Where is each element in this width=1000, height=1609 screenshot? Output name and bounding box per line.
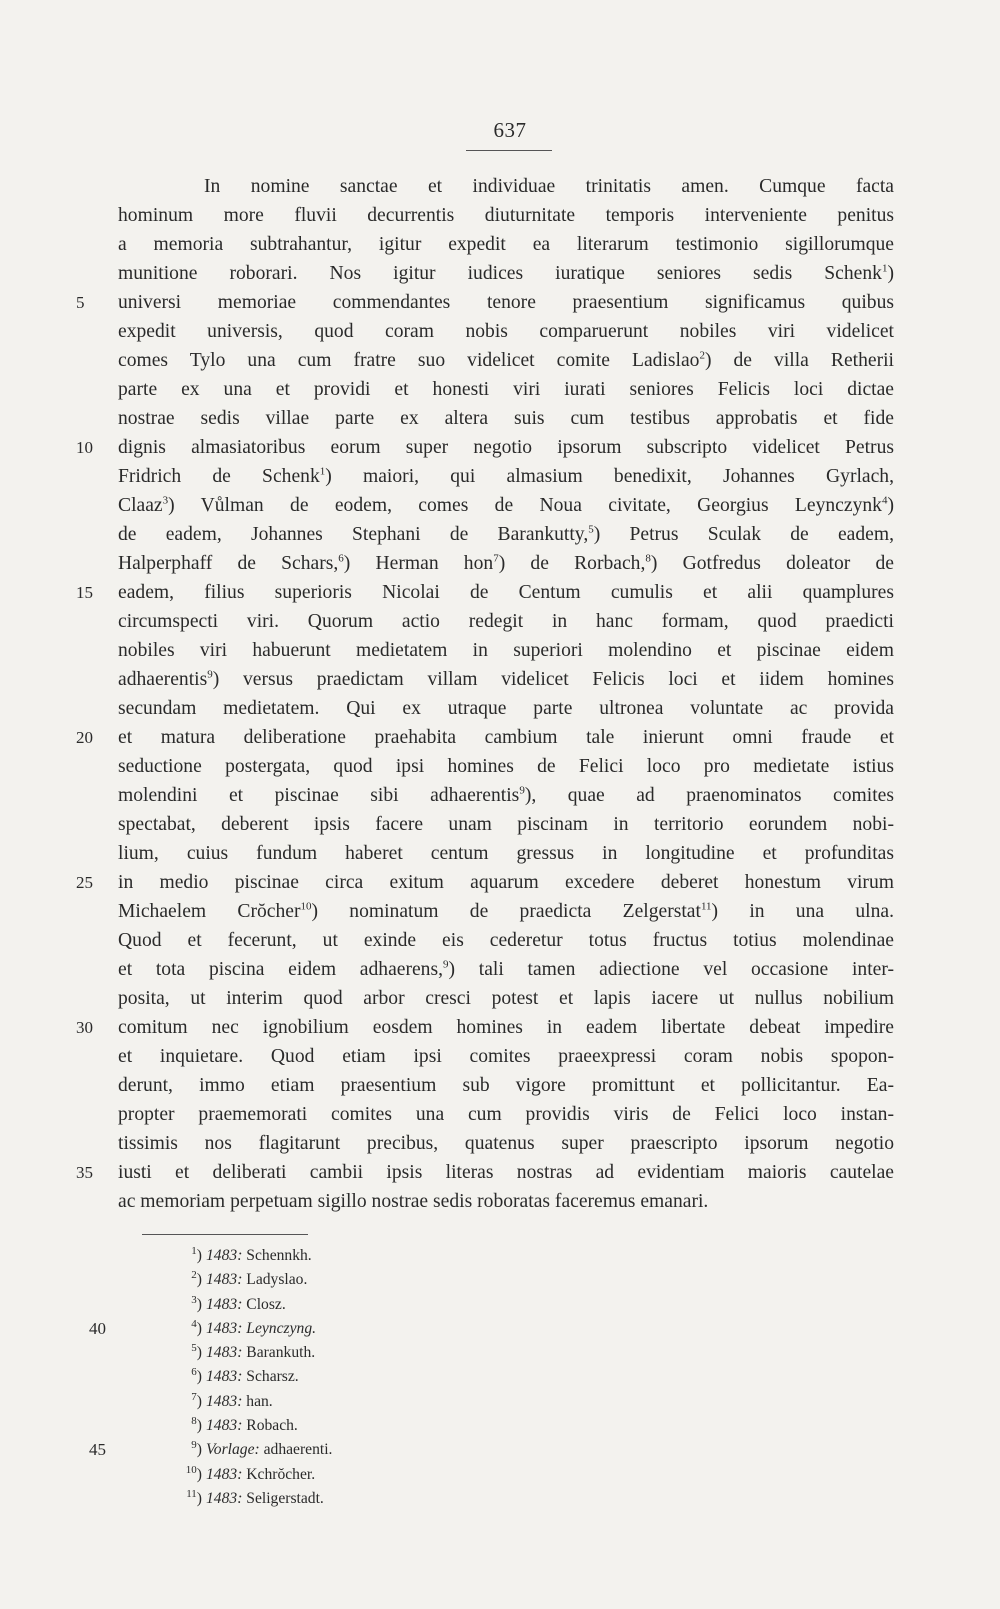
- footnote-number: $^{10}$): [185, 1463, 202, 1483]
- text-line: [76, 288, 894, 317]
- line-text: ) Petrus Sculak de eadem,: [593, 524, 894, 545]
- text-line: [118, 694, 894, 723]
- line-text: ) Herman hon: [343, 553, 494, 574]
- footnote-mark: 3: [191, 1293, 197, 1306]
- text-line: [118, 172, 894, 201]
- footnote: [89, 1438, 580, 1462]
- footnote-number: $^8$): [191, 1414, 202, 1435]
- footnote-text: Barankuth.: [246, 1344, 316, 1362]
- text-line: [76, 723, 894, 752]
- line-text: in medio piscinae circa exitum aquarum excedere deberet honestum virum: [118, 872, 894, 893]
- footnote-marker: 11: [700, 900, 712, 913]
- text-line: [76, 578, 894, 607]
- line-text: nobiles viri habuerunt medietatem in superiori molendino et piscinae eidem: [118, 640, 894, 661]
- line-text: derunt, immo etiam praesentium sub vigore promittunt et pollicitantur. Ea-: [118, 1075, 894, 1096]
- line-text: circumspecti viri. Quorum actio redegit in hanc formam, quod praedicti: [118, 611, 894, 632]
- footnote-marker: 4: [881, 494, 888, 507]
- footnote-marker: 9: [519, 784, 525, 797]
- footnote-source: 1483:: [206, 1417, 243, 1435]
- footnote-marker: 2: [699, 349, 705, 362]
- footnote-marker: 5: [588, 523, 594, 536]
- line-text: munitione roborari. Nos igitur iudices iuratique seniores sedis Schenk: [118, 263, 882, 284]
- footnote-marker: 1: [319, 465, 326, 478]
- line-text: ) nominatum de praedicta Zelgerstat: [311, 901, 701, 922]
- line-text: molendini et piscinae sibi adhaerentis: [118, 785, 520, 806]
- line-text: de eadem, Johannes Stephani de Barankutty,: [118, 524, 589, 545]
- body-text: [76, 172, 894, 1216]
- text-line: [118, 781, 894, 810]
- footnote-text: Closz.: [246, 1295, 286, 1313]
- footnote: [180, 1463, 580, 1487]
- footnote: [180, 1341, 580, 1365]
- line-number: 5: [76, 293, 85, 312]
- footnote-marker: 8: [645, 552, 651, 565]
- footnote-number: $^5$): [191, 1342, 202, 1362]
- text-line: [76, 1158, 894, 1187]
- text-line: [118, 317, 894, 346]
- line-text: ) tali tamen adiectione vel occasione inter-: [448, 959, 894, 980]
- line-number: 20: [76, 728, 93, 747]
- footnote: [180, 1390, 580, 1414]
- footnote-mark: 2: [191, 1269, 197, 1282]
- text-line: [118, 607, 894, 636]
- footnote-text: adhaerenti.: [263, 1441, 333, 1459]
- text-line: [118, 636, 894, 665]
- line-text: ): [887, 263, 894, 284]
- line-number: 25: [76, 873, 93, 892]
- text-line: [118, 1187, 894, 1216]
- line-text: Quod et fecerunt, ut exinde eis cederetur totus fructus totius molendinae: [118, 930, 894, 951]
- line-text: spectabat, deberent ipsis facere unam piscinam in territorio eorundem nobi-: [118, 814, 894, 835]
- line-text: comes Tylo una cum fratre suo videlicet comite Ladislao: [118, 350, 700, 371]
- line-text: ) de Rorbach,: [498, 553, 646, 574]
- line-text: eadem, filius superioris Nicolai de Centum cumulis et alii quamplures: [118, 582, 894, 603]
- line-text: et tota piscina eidem adhaerens,: [118, 959, 444, 980]
- footnote-mark: 6: [191, 1366, 197, 1379]
- footnote: [180, 1293, 580, 1317]
- footnote-marker: 3: [162, 494, 169, 507]
- footnote-mark: 5: [191, 1342, 197, 1354]
- line-text: comitum nec ignobilium eosdem homines in eadem libertate debeat impedire: [118, 1017, 894, 1038]
- line-text: ) Vůlman de eodem, comes de Noua civitate, Georgius Leynczynk: [168, 495, 882, 516]
- footnote-source: 1483:: [206, 1465, 243, 1483]
- footnote-marker: 9: [443, 958, 449, 971]
- footnote: [180, 1414, 580, 1438]
- footnote-source: 1483:: [206, 1247, 243, 1264]
- line-number: 30: [76, 1018, 93, 1037]
- text-line: [76, 1013, 894, 1042]
- footnote-number: $^3$): [191, 1293, 202, 1313]
- footnote-mark: 8: [191, 1414, 197, 1427]
- line-number: 15: [76, 583, 93, 602]
- text-line: [118, 810, 894, 839]
- footnote-text: Robach.: [246, 1417, 298, 1435]
- footnote-text: Seligerstadt.: [246, 1489, 324, 1507]
- line-text: Claaz: [118, 495, 163, 516]
- footnote-number: $^2$): [191, 1269, 202, 1289]
- line-text: parte ex una et providi et honesti viri iurati seniores Felicis loci dictae: [118, 379, 894, 400]
- text-line: [118, 1129, 894, 1158]
- line-text: propter praememorati comites una cum providis viris de Felici loco instan-: [118, 1104, 894, 1125]
- text-line: [118, 839, 894, 868]
- line-text: nostrae sedis villae parte ex altera suis cum testibus approbatis et fide: [118, 408, 894, 429]
- footnote-mark: 4: [191, 1317, 197, 1330]
- footnote-text: Ladyslao.: [246, 1271, 308, 1289]
- footnote: [89, 1317, 580, 1341]
- text-line: [118, 375, 894, 404]
- footnote-source: 1483:: [206, 1368, 243, 1386]
- line-text: adhaerentis: [118, 669, 208, 690]
- line-text: ) in una ulna.: [711, 901, 894, 922]
- line-text: ) Gotfredus doleator de: [650, 553, 894, 574]
- footnote-marker: 10: [300, 900, 312, 913]
- footnote-source: 1483:: [206, 1344, 243, 1362]
- footnote: [180, 1487, 580, 1511]
- text-line: [118, 230, 894, 259]
- text-line: [118, 491, 894, 520]
- line-text: ) maiori, qui almasium benedixit, Johannes Gyrlach,: [325, 466, 894, 487]
- line-text: Michaelem Crŏcher: [118, 901, 301, 922]
- line-text: posita, ut interim quod arbor cresci potest et lapis iacere ut nullus nobilium: [118, 988, 894, 1009]
- footnote-number: $^6$): [191, 1366, 202, 1386]
- line-number: 40: [89, 1318, 106, 1338]
- footnote: [180, 1365, 580, 1389]
- footnote-rule: [142, 1234, 308, 1235]
- line-text: ) versus praedictam villam videlicet Felicis loci et iidem homines: [212, 669, 894, 690]
- footnote-mark: 9: [191, 1439, 197, 1452]
- text-line: [118, 665, 894, 694]
- footnote-number: $^4$): [191, 1317, 202, 1337]
- footnote-text: Scharsz.: [246, 1368, 299, 1386]
- footnote-mark: 11: [186, 1487, 197, 1500]
- line-text: seductione postergata, quod ipsi homines de Felici loco pro medietate istius: [118, 756, 894, 777]
- text-line: [118, 1042, 894, 1071]
- page-number-rule: [466, 150, 552, 151]
- line-text: iusti et deliberati cambii ipsis literas nostras ad evidentiam maioris cautelae: [118, 1162, 894, 1183]
- text-line: [118, 259, 894, 288]
- line-text: In nomine sanctae et individuae trinitatis amen. Cumque facta: [204, 176, 894, 197]
- footnote-marker: 6: [338, 552, 344, 565]
- footnote-number: $^1$): [191, 1244, 202, 1264]
- footnote-marker: 9: [207, 668, 213, 681]
- footnote-source: 1483:: [206, 1319, 243, 1337]
- footnote-number: $^{11}$): [186, 1487, 202, 1507]
- page-number: 637: [493, 118, 527, 142]
- line-text: Halperphaff de Schars,: [118, 553, 339, 574]
- line-text: secundam medietatem. Qui ex utraque parte ultronea voluntate ac provida: [118, 698, 894, 719]
- line-text: ): [887, 495, 894, 516]
- text-line: [118, 549, 894, 578]
- text-line: [118, 752, 894, 781]
- footnote-mark: 7: [191, 1390, 197, 1403]
- line-number: 35: [76, 1163, 93, 1182]
- text-line: [118, 984, 894, 1013]
- footnote-text: han.: [246, 1392, 273, 1410]
- line-text: ), quae ad praenominatos comites: [524, 785, 894, 806]
- line-text: universi memoriae commendantes tenore praesentium significamus quibus: [118, 292, 894, 313]
- line-number: 45: [89, 1440, 106, 1460]
- footnote-source: 1483:: [206, 1489, 243, 1507]
- line-text: dignis almasiatoribus eorum super negotio ipsorum subscripto videlicet Petrus: [118, 437, 894, 458]
- footnote-marker: 1: [881, 262, 888, 275]
- line-text: expedit universis, quod coram nobis comparuerunt nobiles viri videlicet: [118, 321, 894, 342]
- line-text: a memoria subtrahantur, igitur expedit ea literarum testimonio sigillorumque: [118, 234, 894, 255]
- text-line: [118, 926, 894, 955]
- footnote: [180, 1244, 580, 1268]
- line-text: hominum more fluvii decurrentis diuturnitate temporis interveniente penitus: [118, 205, 894, 226]
- footnote-marker: 7: [493, 552, 499, 565]
- text-line: [118, 897, 894, 926]
- text-line: [118, 1100, 894, 1129]
- footnote-number: $^9$): [191, 1439, 202, 1459]
- footnote-source: 1483:: [206, 1392, 243, 1410]
- footnote-text: Schennkh.: [246, 1247, 312, 1264]
- text-line: [118, 201, 894, 230]
- line-text: ac memoriam perpetuam sigillo nostrae sedis roboratas faceremus emanari.: [118, 1191, 709, 1212]
- line-text: ) de villa Retherii: [704, 350, 894, 371]
- footnote-mark: 1: [191, 1244, 197, 1257]
- text-line: [118, 1071, 894, 1100]
- text-line: [118, 462, 894, 491]
- footnote-number: $^7$): [191, 1390, 202, 1410]
- line-number: 10: [76, 438, 93, 457]
- footnote: [180, 1268, 580, 1292]
- footnote-text: Kchrŏcher.: [246, 1465, 316, 1483]
- line-text: lium, cuius fundum haberet centum gressus in longitudine et profunditas: [118, 843, 894, 864]
- line-text: tissimis nos flagitarunt precibus, quatenus super praescripto ipsorum negotio: [118, 1133, 894, 1154]
- text-line: [118, 955, 894, 984]
- text-line: [118, 346, 894, 375]
- footnote-source: Vorlage:: [206, 1441, 260, 1459]
- footnote-source: 1483:: [206, 1295, 243, 1313]
- line-text: et inquietare. Quod etiam ipsi comites praeexpressi coram nobis spopon-: [118, 1046, 894, 1067]
- line-text: Fridrich de Schenk: [118, 466, 320, 487]
- footnotes: [89, 1244, 580, 1511]
- footnote-mark: 10: [185, 1463, 197, 1476]
- footnote-text: Leynczyng.: [246, 1319, 317, 1337]
- text-line: [76, 433, 894, 462]
- text-line: [118, 404, 894, 433]
- footnote-source: 1483:: [206, 1271, 243, 1289]
- line-text: et matura deliberatione praehabita cambium tale inierunt omni fraude et: [118, 727, 894, 748]
- text-line: [76, 868, 894, 897]
- text-line: [118, 520, 894, 549]
